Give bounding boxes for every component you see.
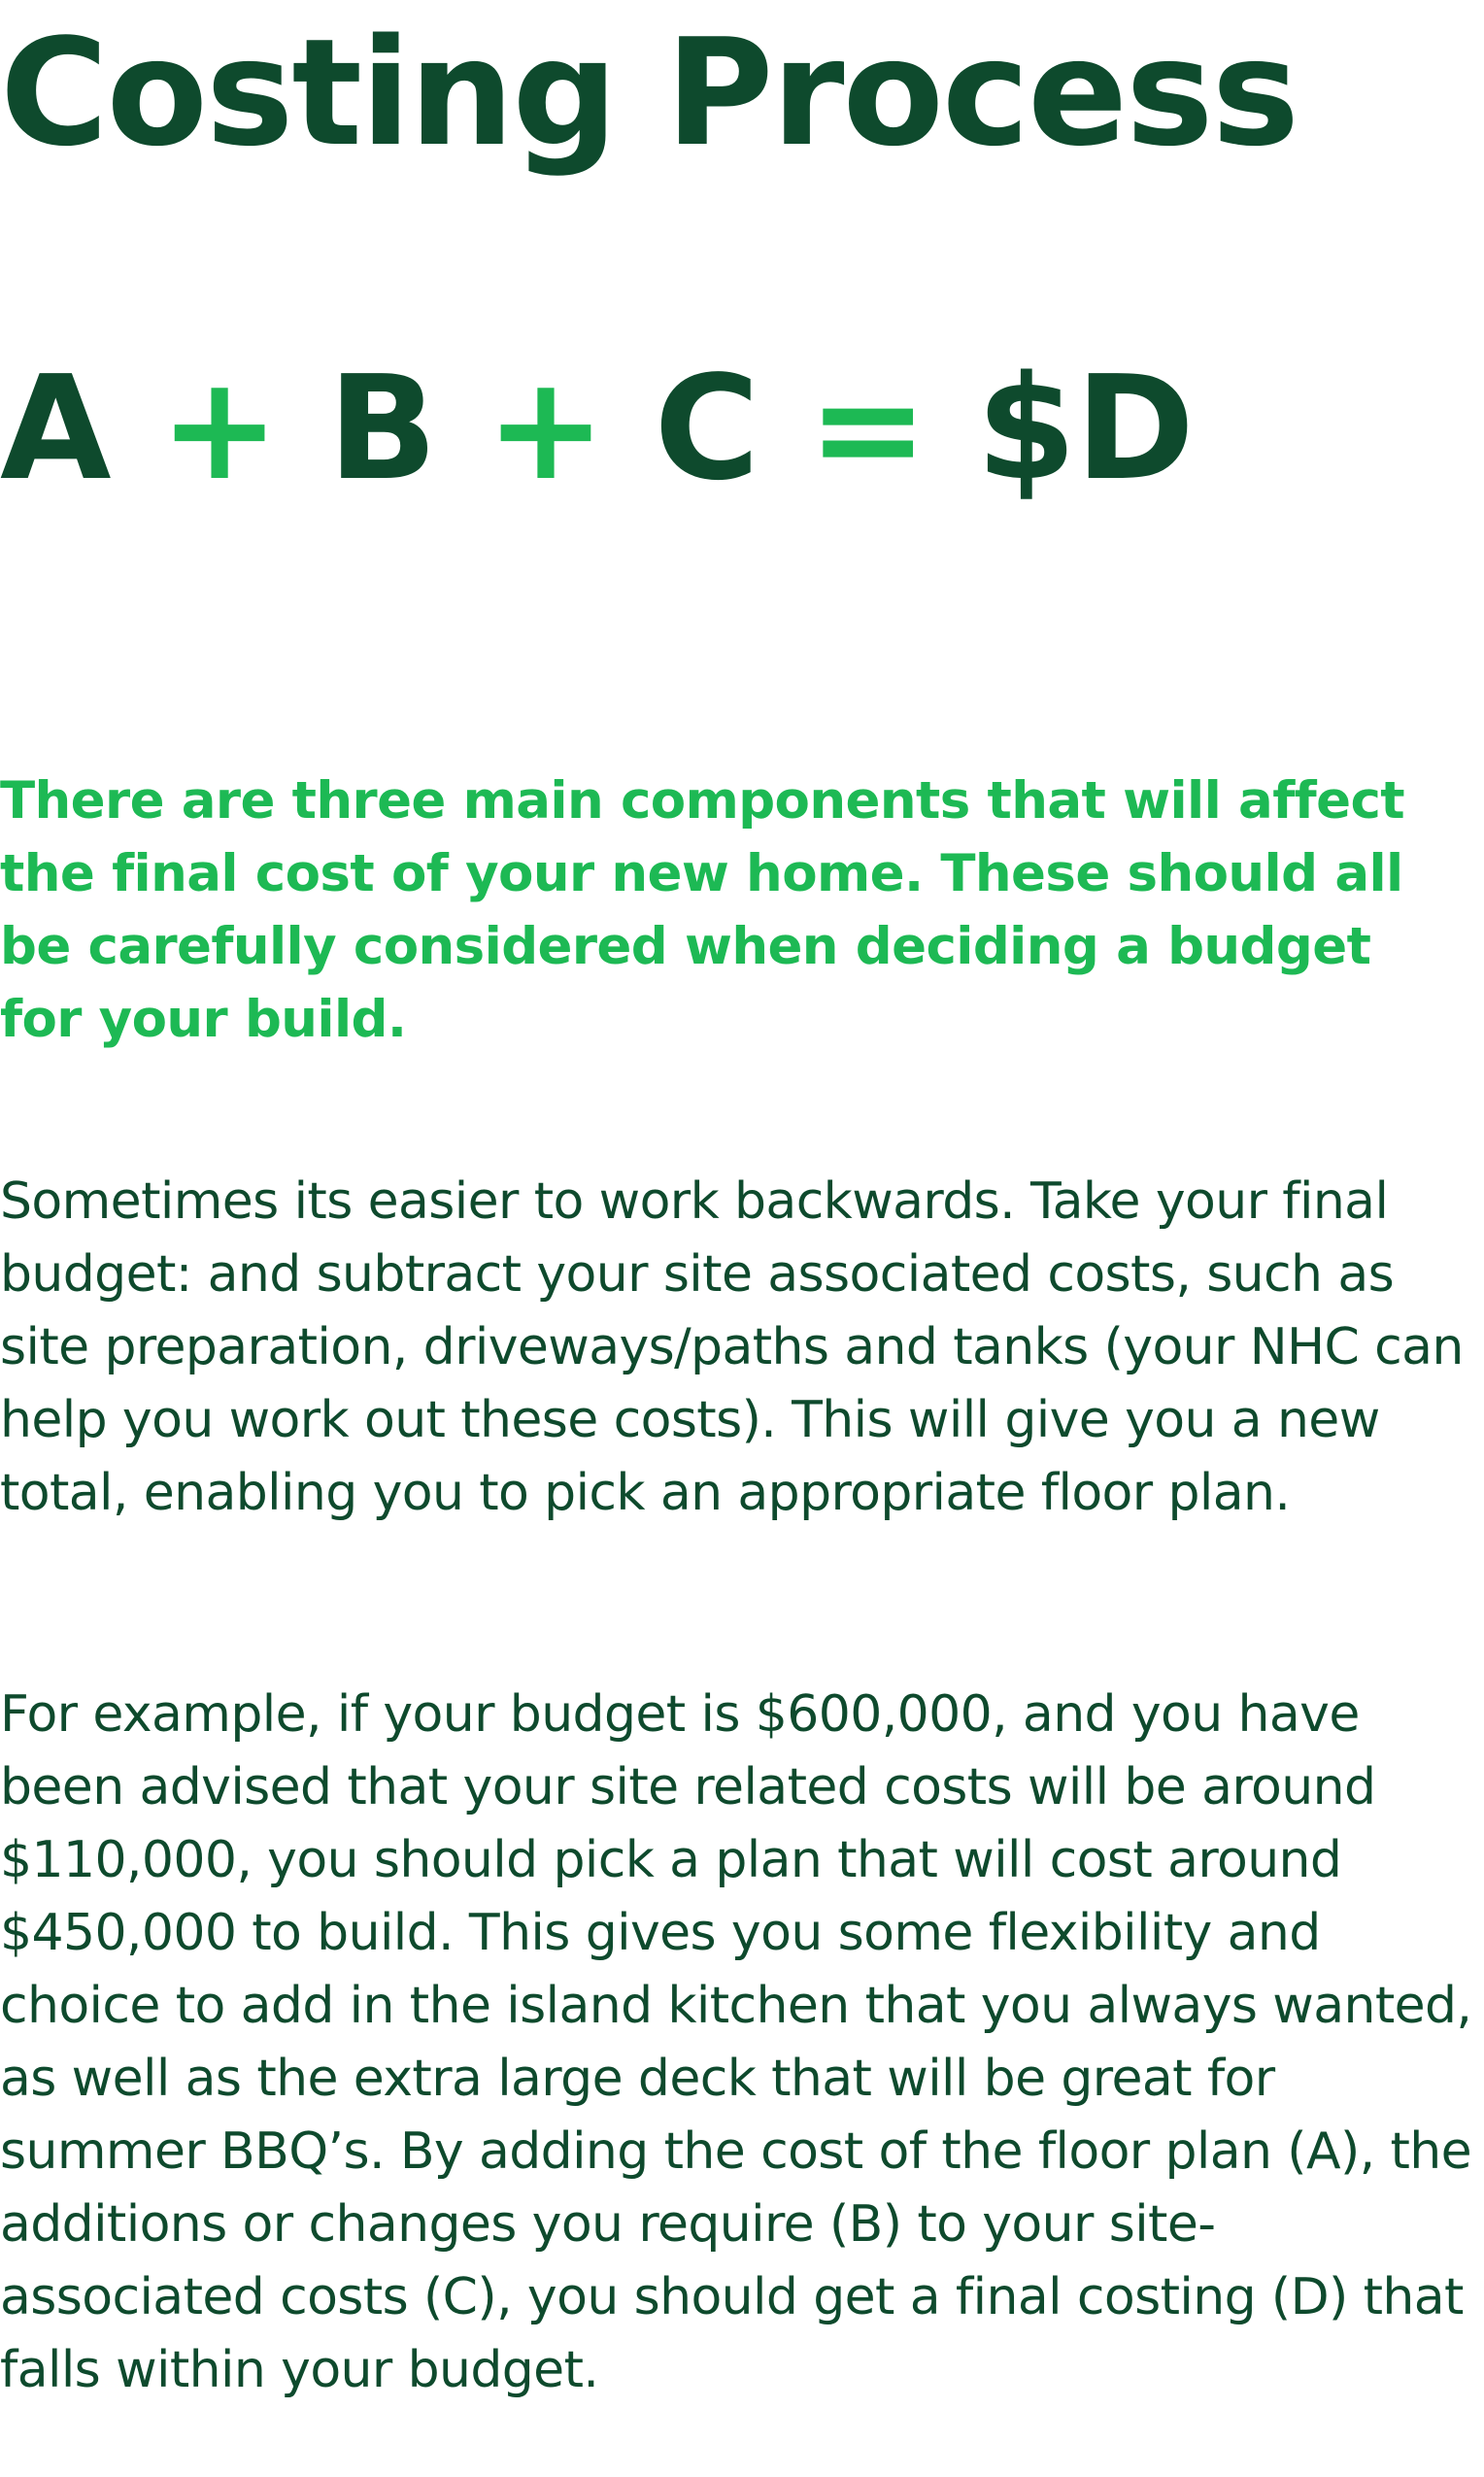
formula-result-d: $D (976, 345, 1195, 512)
formula-term-b: B (327, 345, 437, 512)
intro-paragraph: There are three main components that will affect the final cost of your new home. These should all be carefully considered when deciding a budget for your build. (0, 771, 1405, 1049)
formula-plus-operator: + (485, 345, 605, 512)
body-paragraph: For example, if your budget is $600,000, and you have been advised that your site related costs will be around $110,000, you should pick a plan that will cost around $450,000 to build. This gives you some flexibility and choice to add in the island kitchen that you always wanted, as well as the extra large deck that will be great for summer BBQ’s. By adding the cost of the floor plan (A), the additions or changes you require (B) to your site-associated costs (C), you should get a final costing (D) that falls within your budget. (0, 1685, 1472, 2399)
formula-plus-operator: + (159, 345, 280, 512)
formula-term-c: C (654, 345, 759, 512)
formula-equals-operator: = (807, 345, 928, 512)
formula-term-a: A (0, 345, 111, 512)
page-title: Costing Process (0, 7, 1298, 179)
body-paragraph: Sometimes its easier to work backwards. Take your final budget: and subtract your site associated costs, such as site preparation, driveways/paths and tanks (your NHC can help you work out these costs). This will give you a new total, enabling you to pick an appropriate floor plan. (0, 1172, 1464, 1522)
costing-formula (0, 345, 1195, 512)
